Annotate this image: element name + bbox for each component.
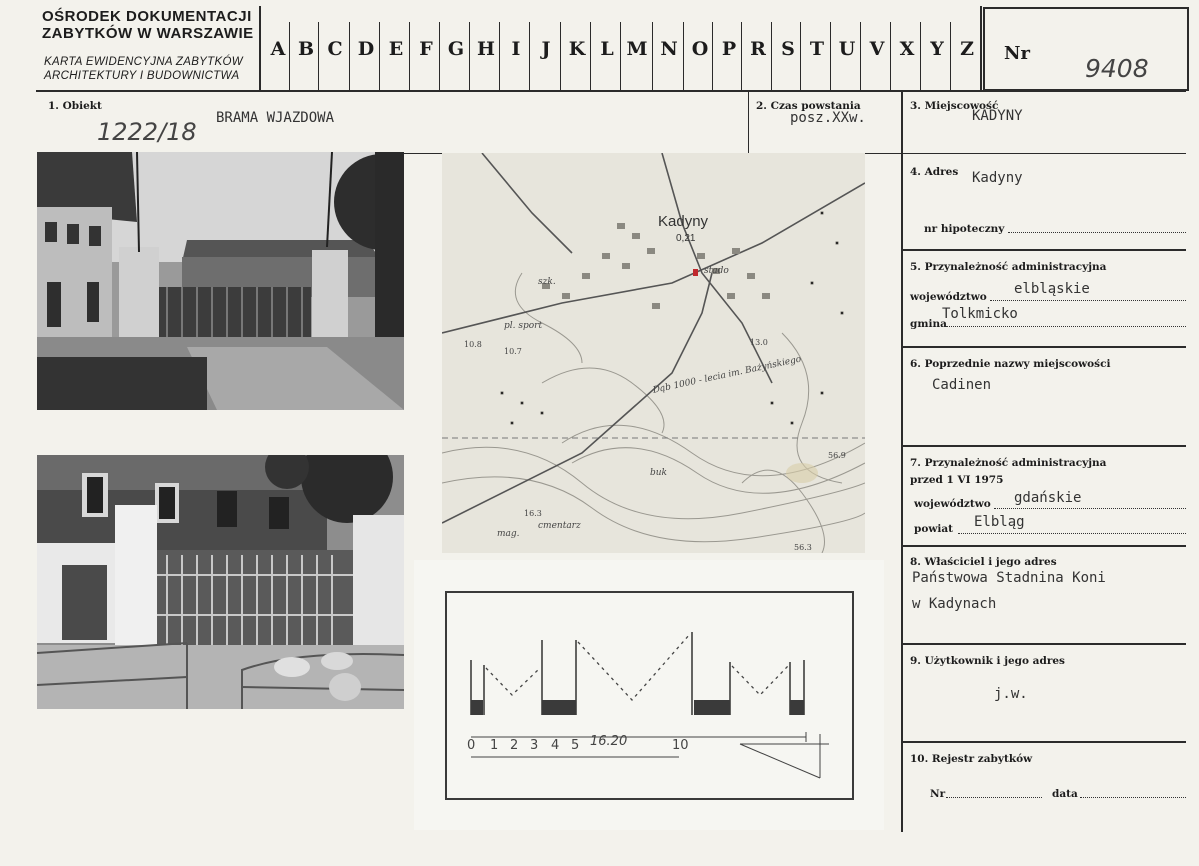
- divider: [499, 22, 500, 90]
- poprzednie-value: Cadinen: [932, 377, 992, 393]
- index-letter: N: [660, 38, 678, 60]
- wojewodztwo-value: elbląskie: [1014, 281, 1090, 297]
- divider: [800, 22, 801, 90]
- divider: [903, 249, 1186, 251]
- index-letter: T: [809, 38, 825, 60]
- czas-value: posz.XXw.: [790, 110, 866, 126]
- czas-label: 2. Czas powstania: [756, 100, 861, 112]
- gate-photo-courtyard-view: [37, 455, 404, 709]
- map-label: 16.3: [524, 509, 542, 518]
- divider: [652, 22, 653, 90]
- divider: [349, 22, 350, 90]
- divider: [903, 445, 1186, 447]
- divider: [683, 22, 684, 90]
- divider: [830, 22, 831, 90]
- scale-tick: 4: [551, 738, 560, 753]
- scale-tick: 5: [571, 738, 580, 753]
- divider: [980, 6, 982, 90]
- poprzednie-label: 6. Poprzednie nazwy miejscowości: [910, 358, 1111, 370]
- miejscowosc-value: KADYNY: [972, 108, 1023, 124]
- index-letter: J: [541, 38, 551, 60]
- obiekt-value: BRAMA WJAZDOWA: [216, 110, 335, 126]
- scale-annotation: 16.20: [590, 734, 628, 749]
- map-label: 10.8: [464, 340, 482, 349]
- scale-tick: 1: [490, 738, 499, 753]
- divider: [289, 22, 290, 90]
- map-label: 10.7: [504, 347, 522, 356]
- obiekt-label: 1. Obiekt: [48, 100, 102, 112]
- map-label: 13.0: [750, 338, 768, 347]
- gate-photo-courtyard-view-image: [37, 455, 404, 709]
- index-letter: P: [721, 38, 737, 60]
- divider: [890, 22, 891, 90]
- index-letter: X: [899, 38, 915, 60]
- gmina-label: gmina: [910, 318, 947, 330]
- gate-elevation-lines: [414, 560, 884, 830]
- divider: [860, 22, 861, 90]
- header-rule: [36, 90, 1186, 92]
- index-letter: L: [600, 38, 614, 60]
- wlasciciel-label: 8. Właściciel i jego adres: [910, 556, 1057, 568]
- index-letter: D: [357, 38, 375, 60]
- map-label: szk.: [538, 277, 556, 287]
- divider: [590, 22, 591, 90]
- divider: [529, 22, 530, 90]
- adres-value: Kadyny: [972, 170, 1023, 186]
- index-letter: B: [297, 38, 315, 60]
- divider: [771, 22, 772, 90]
- wojewodztwo2-value: gdańskie: [1014, 490, 1082, 506]
- index-letter: O: [691, 38, 709, 60]
- dotted-line: [946, 797, 1042, 798]
- divider: [409, 22, 410, 90]
- dotted-line: [946, 326, 1186, 327]
- divider: [903, 741, 1186, 743]
- dotted-line: [990, 300, 1186, 301]
- wojewodztwo-label: województwo: [910, 291, 987, 303]
- wojewodztwo2-label: województwo: [914, 498, 991, 510]
- divider: [379, 22, 380, 90]
- dotted-line: [958, 533, 1186, 534]
- rejestr-nr-label: Nr: [930, 788, 946, 800]
- index-letter: E: [388, 38, 404, 60]
- index-letter: S: [781, 38, 795, 60]
- powiat-value: Elbląg: [974, 514, 1025, 530]
- dotted-line: [1008, 232, 1186, 233]
- divider: [620, 22, 621, 90]
- index-letter: M: [626, 38, 648, 60]
- gate-elevation-drawing: [414, 560, 884, 830]
- divider: [259, 6, 261, 90]
- index-letter: I: [511, 38, 521, 60]
- divider: [903, 643, 1186, 645]
- gmina-value: Tolkmicko: [942, 306, 1018, 322]
- dotted-line: [994, 508, 1186, 509]
- map-label: cmentarz: [538, 521, 581, 531]
- map-label: 56.9: [828, 451, 846, 460]
- card-title-line1: KARTA EWIDENCYJNA ZABYTKÓW: [44, 56, 243, 68]
- map-label: 56.3: [794, 543, 812, 552]
- map-elevation: 0,21: [676, 233, 696, 244]
- map-label: stado: [704, 266, 729, 276]
- scale-tick: 0: [467, 738, 476, 753]
- wlasciciel-line1: Państwowa Stadnina Koni: [912, 570, 1106, 586]
- miejscowosc-label: 3. Miejscowość: [910, 100, 999, 112]
- divider: [469, 22, 470, 90]
- divider: [950, 22, 951, 90]
- powiat-label: powiat: [914, 523, 954, 535]
- divider: [318, 22, 319, 90]
- index-letter: V: [869, 38, 885, 60]
- uzytkownik-value: j.w.: [994, 686, 1028, 702]
- map-place-name: Kadyny: [658, 213, 709, 230]
- divider: [920, 22, 921, 90]
- divider: [560, 22, 561, 90]
- rejestr-data-label: data: [1052, 788, 1078, 800]
- nr-label: Nr: [1004, 43, 1030, 64]
- index-letter: H: [477, 38, 495, 60]
- divider: [439, 22, 440, 90]
- right-column-divider: [901, 92, 903, 832]
- index-letter: R: [750, 38, 766, 60]
- index-letter: A: [270, 38, 286, 60]
- scale-tick: 2: [510, 738, 519, 753]
- scale-tick: 3: [530, 738, 539, 753]
- card-title-line2: ARCHITEKTURY I BUDOWNICTWA: [44, 70, 240, 82]
- index-letter: C: [327, 38, 343, 60]
- dotted-line: [1080, 797, 1186, 798]
- divider: [903, 545, 1186, 547]
- gate-photo-street-view-image: [37, 152, 404, 410]
- przynaleznosc-label: 5. Przynależność administracyjna: [910, 261, 1107, 273]
- przed-label: przed 1 VI 1975: [910, 474, 1004, 486]
- divider: [903, 346, 1186, 348]
- index-letter: Y: [930, 38, 944, 60]
- map-label: buk: [650, 468, 668, 478]
- index-letter: Z: [960, 38, 974, 60]
- gate-photo-street-view: [37, 152, 404, 410]
- index-letter: K: [568, 38, 586, 60]
- rejestr-label: 10. Rejestr zabytków: [910, 753, 1033, 765]
- hipoteczny-label: nr hipoteczny: [924, 223, 1005, 235]
- scale-tick: 10: [672, 738, 689, 753]
- adres-label: 4. Adres: [910, 166, 959, 178]
- nr-value: 9408: [1085, 54, 1149, 83]
- divider: [712, 22, 713, 90]
- index-letter: U: [838, 38, 856, 60]
- map-label: mag.: [497, 529, 520, 539]
- divider: [748, 92, 749, 154]
- map-label: Dąb 1000 - lecia im. Bażyńskiego: [652, 354, 803, 396]
- divider: [741, 22, 742, 90]
- map-label: pl. sport: [504, 321, 543, 331]
- org-name-line2: ZABYTKÓW W WARSZAWIE: [42, 25, 254, 42]
- index-letter: G: [447, 38, 465, 60]
- obiekt-handwritten-number: 1222/18: [97, 118, 197, 146]
- przynaleznosc2-label: 7. Przynależność administracyjna: [910, 457, 1107, 469]
- uzytkownik-label: 9. Użytkownik i jego adres: [910, 655, 1065, 667]
- location-map: [442, 153, 865, 553]
- index-letter: F: [419, 38, 433, 60]
- wlasciciel-line2: w Kadynach: [912, 596, 997, 612]
- org-name-line1: OŚRODEK DOKUMENTACJI: [42, 8, 252, 25]
